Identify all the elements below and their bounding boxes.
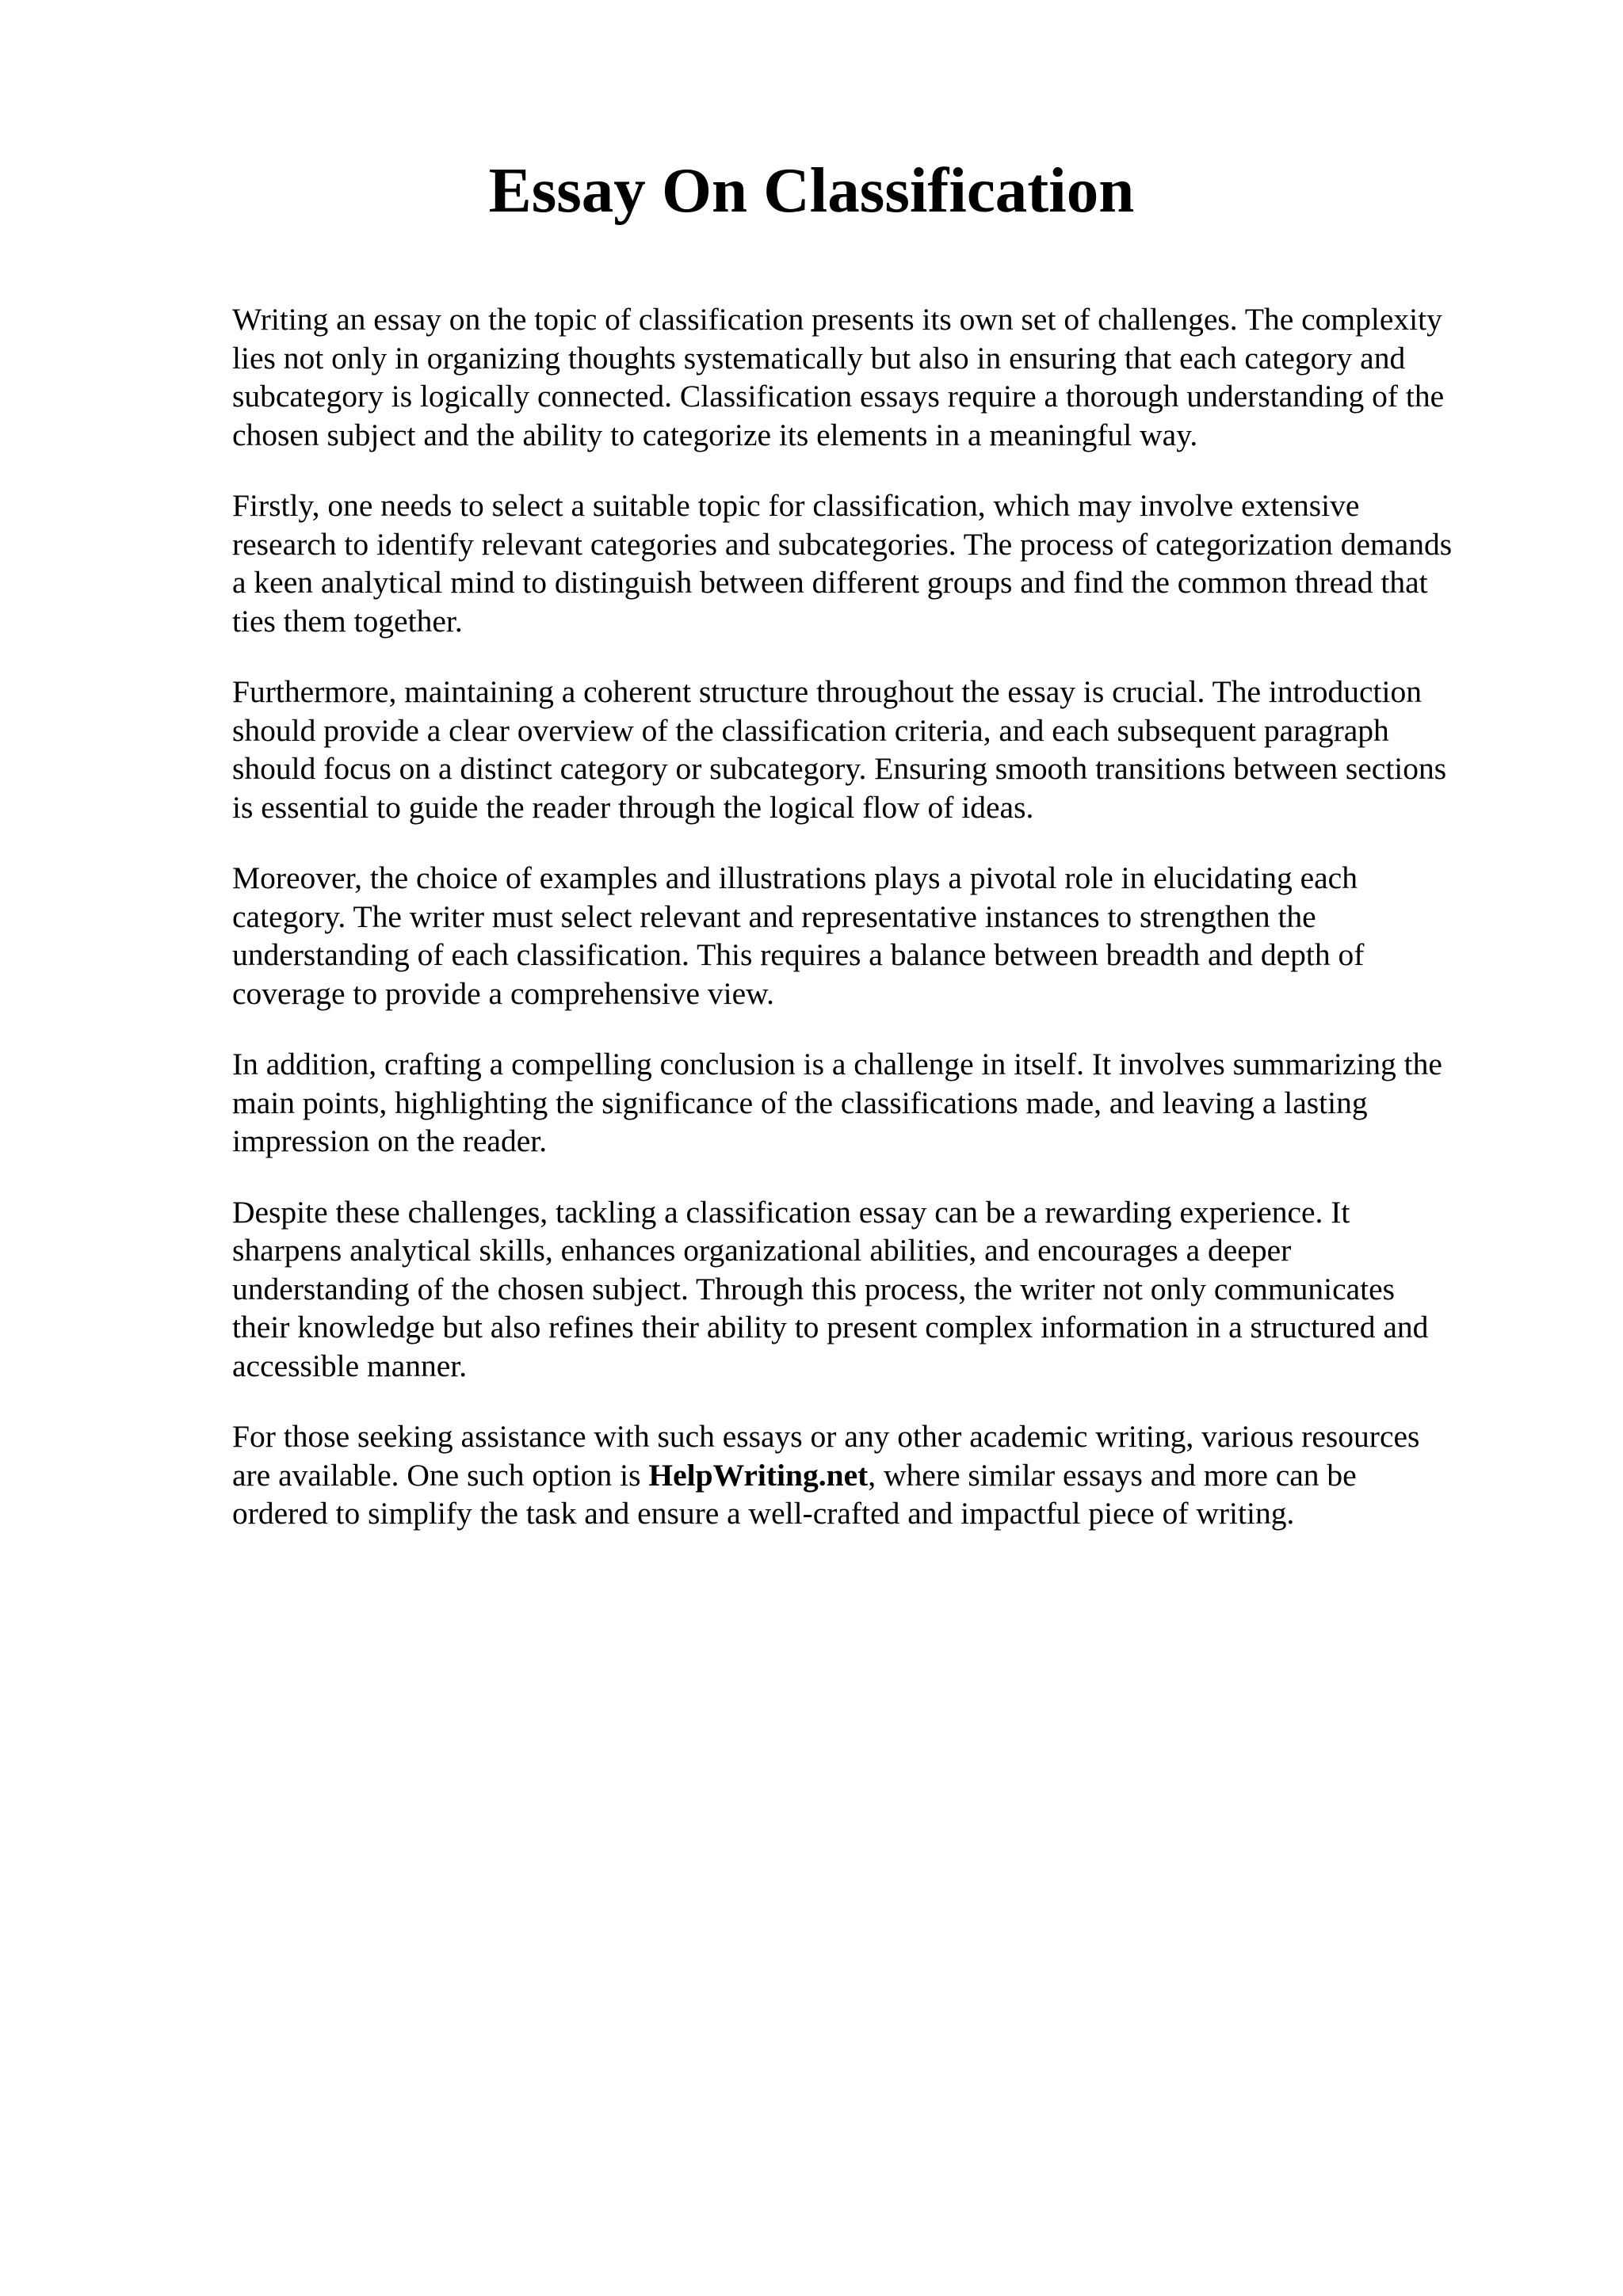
text-line: accessible manner. bbox=[232, 1348, 468, 1383]
brand-name: HelpWriting.net bbox=[648, 1457, 869, 1493]
text-line: sharpens analytical skills, enhances organizational abilities, and encourages a deeper bbox=[232, 1233, 1292, 1268]
paragraph-3 bbox=[232, 673, 1532, 826]
text-line: chosen subject and the ability to categorize its elements in a meaningful way. bbox=[232, 417, 1198, 452]
paragraph-2 bbox=[232, 486, 1532, 640]
text-line: main points, highlighting the significance of the classifications made, and leaving a lasting bbox=[232, 1085, 1368, 1120]
essay-body bbox=[232, 300, 1532, 1566]
text-line: their knowledge but also refines their ability to present complex information in a structured and bbox=[232, 1310, 1429, 1344]
text-line: understanding of the chosen subject. Through this process, the writer not only communicates bbox=[232, 1271, 1396, 1306]
text-line: category. The writer must select relevant and representative instances to strengthen the bbox=[232, 898, 1316, 934]
text-line: Firstly, one needs to select a suitable topic for classification, which may involve extensive bbox=[232, 488, 1360, 523]
text-segment: , where similar essays and more can be bbox=[868, 1457, 1357, 1493]
text-line: impression on the reader. bbox=[232, 1123, 548, 1158]
closing-paragraph bbox=[232, 1417, 1532, 1533]
text-line: ties them together. bbox=[232, 603, 463, 639]
text-line: coverage to provide a comprehensive view. bbox=[232, 975, 775, 1011]
text-line: lies not only in organizing thoughts systematically but also in ensuring that each category and bbox=[232, 340, 1406, 376]
text-line: Moreover, the choice of examples and illustrations plays a pivotal role in elucidating each bbox=[232, 860, 1358, 895]
text-line: In addition, crafting a compelling conclusion is a challenge in itself. It involves summarizing the bbox=[232, 1047, 1442, 1081]
text-line-with-brand bbox=[232, 1456, 1532, 1495]
page-title: Essay On Classification bbox=[488, 154, 1135, 226]
paragraph-6 bbox=[232, 1193, 1532, 1386]
text-line: should focus on a distinct category or subcategory. Ensuring smooth transitions between sections bbox=[232, 751, 1447, 786]
text-line: is essential to guide the reader through the logical flow of ideas. bbox=[232, 789, 1034, 825]
paragraph-1 bbox=[232, 300, 1532, 454]
text-line: subcategory is logically connected. Classification essays require a thorough understanding of the bbox=[232, 379, 1445, 414]
text-line: a keen analytical mind to distinguish between different groups and find the common thread that bbox=[232, 565, 1428, 600]
paragraph-4 bbox=[232, 859, 1532, 1013]
text-line: ordered to simplify the task and ensure a well-crafted and impactful piece of writing. bbox=[232, 1496, 1295, 1531]
text-line: Writing an essay on the topic of classification presents its own set of challenges. The complexity bbox=[232, 302, 1442, 337]
text-line: research to identify relevant categories and subcategories. The process of categorization demands bbox=[232, 526, 1453, 562]
text-line: Furthermore, maintaining a coherent structure throughout the essay is crucial. The introduction bbox=[232, 674, 1422, 709]
text-line: For those seeking assistance with such essays or any other academic writing, various resources bbox=[232, 1419, 1420, 1454]
text-line: should provide a clear overview of the classification criteria, and each subsequent paragraph bbox=[232, 712, 1389, 748]
text-line: understanding of each classification. This requires a balance between breadth and depth of bbox=[232, 937, 1365, 972]
paragraph-5 bbox=[232, 1045, 1532, 1161]
text-line: Despite these challenges, tackling a classification essay can be a rewarding experience. It bbox=[232, 1194, 1350, 1230]
text-segment: are available. One such option is bbox=[232, 1457, 649, 1493]
